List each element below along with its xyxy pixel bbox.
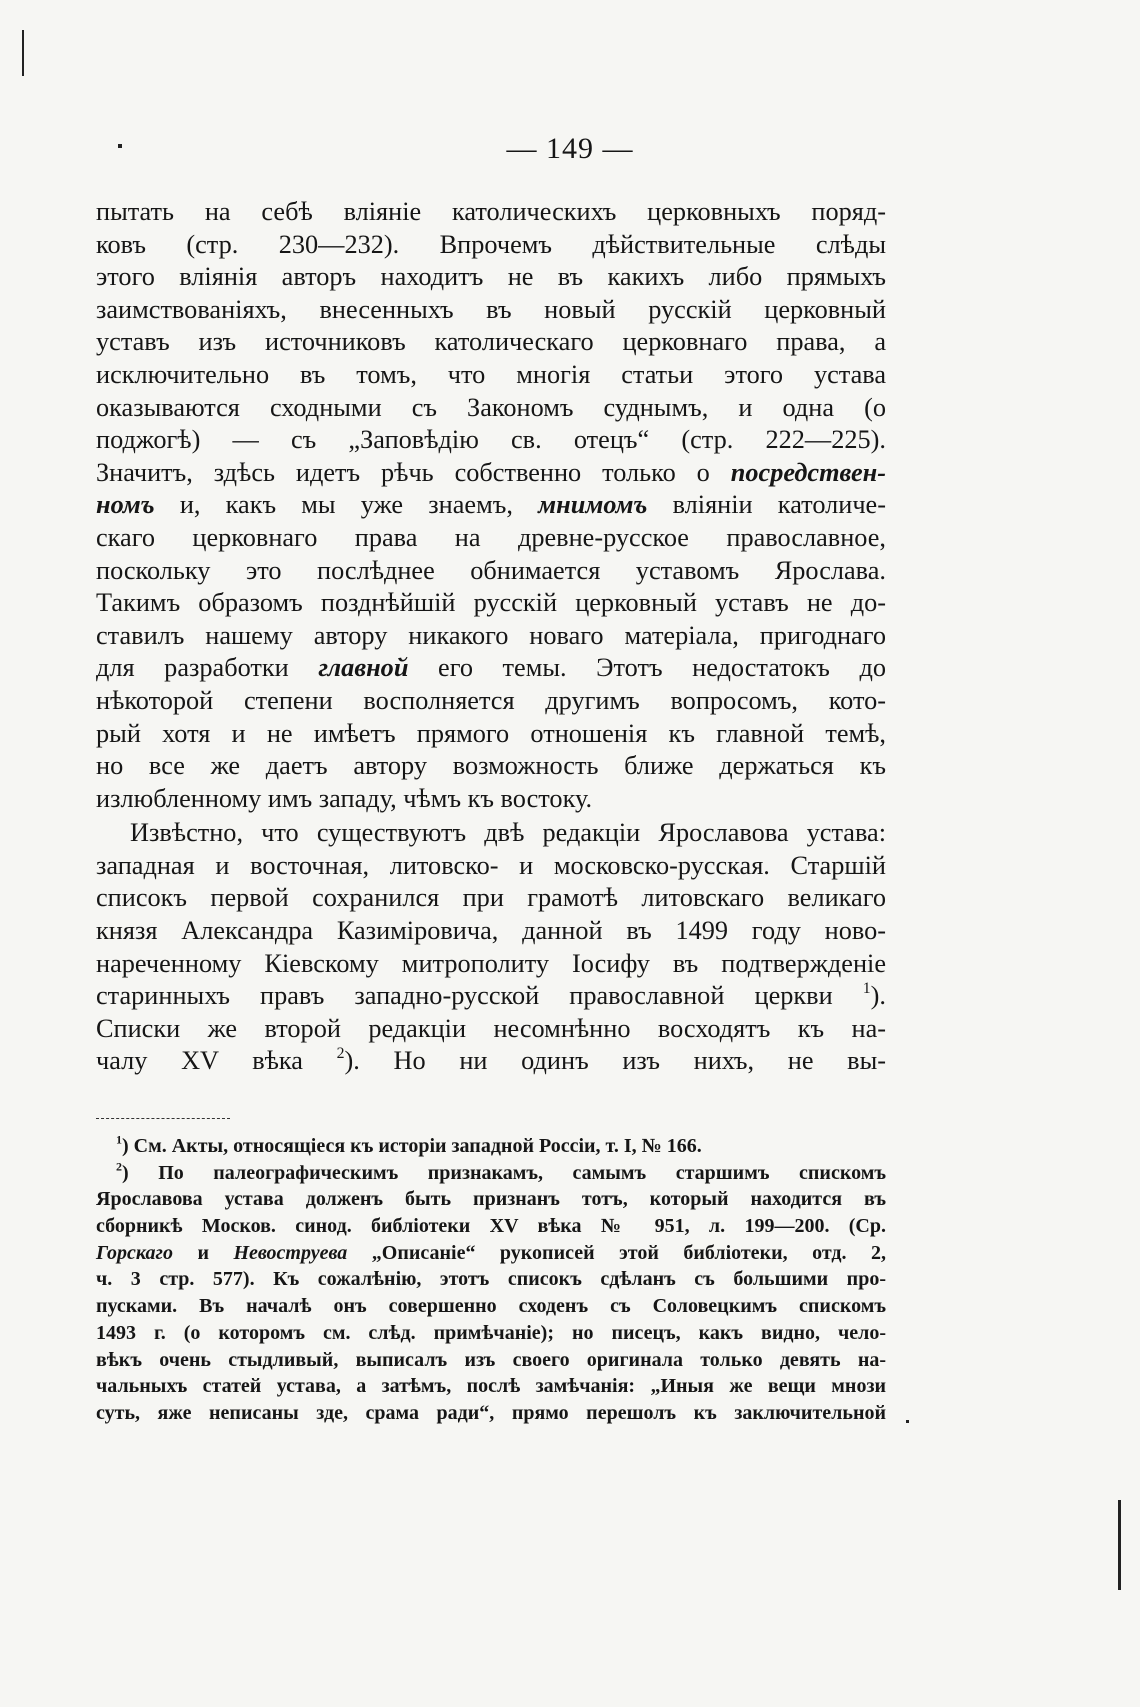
text-line: пытать на себѣ вліяніе католическихъ церковныхъ поряд- — [96, 197, 886, 226]
footnote-line: ч. 3 стр. 577). Къ сожалѣнію, этотъ списокъ сдѣланъ съ большими про- — [96, 1268, 886, 1291]
text-line: нѣкоторой степени восполняется другимъ вопросомъ, кото- — [96, 685, 886, 715]
text-line: излюбленному имъ западу, чѣмъ къ востоку. — [96, 783, 593, 813]
text-line: ковъ (стр. 230—232). Впрочемъ дѣйствительные слѣды — [96, 229, 886, 259]
footnote-line: 1493 г. (о которомъ см. слѣд. примѣчаніе); но писецъ, какъ видно, чело- — [96, 1321, 886, 1344]
scan-artifact — [906, 1420, 909, 1423]
footnote-ref[interactable]: 2 — [336, 1045, 345, 1063]
text-line: заимствованіяхъ, внесенныхъ въ новый русскій церковный — [96, 294, 886, 324]
text-line: рый хотя и не имѣетъ прямого отношенія къ главной темѣ, — [96, 718, 886, 748]
text-line — [96, 980, 886, 1013]
text-line: князя Александра Казиміровича, данной въ 1499 году ново- — [96, 916, 886, 946]
footnote-line: суть, яже неписаны зде, срама ради“, прямо перешолъ къ заключительной — [96, 1401, 886, 1424]
text-line: списокъ первой сохранился при грамотѣ литовскаго великаго — [96, 883, 886, 913]
footnote-ref[interactable]: 1 — [862, 980, 871, 998]
text-run: и, какъ мы уже знаемъ, — [154, 490, 539, 520]
italic-run: посредствен- — [730, 457, 886, 487]
footnote-text: ) По палеографическимъ признакамъ, самымъ старшимъ спискомъ — [122, 1161, 886, 1184]
footnote-2 — [96, 1160, 886, 1187]
text-line: этого вліянія авторъ находитъ не въ какихъ либо прямыхъ — [96, 262, 886, 292]
text-line — [96, 652, 886, 685]
text-run: ). — [870, 981, 886, 1011]
text-line: исключительно въ томъ, что многія статьи этого устава — [96, 359, 886, 389]
text-run: чалу XV вѣка — [96, 1046, 337, 1076]
scan-artifact — [118, 144, 122, 148]
text-line — [96, 489, 886, 522]
italic-run: номъ — [96, 490, 155, 520]
text-run: вліяніи католиче- — [647, 490, 886, 520]
text-line: Извѣстно, что существуютъ двѣ редакціи Ярославова устава: — [130, 818, 886, 848]
text-run: „Описаніе“ рукописей этой библіотеки, отд. 2, — [347, 1241, 886, 1264]
text-line: скаго церковнаго права на древне-русское православное, — [96, 522, 886, 552]
scan-artifact — [1118, 1500, 1121, 1590]
footnote-mark: 2 — [116, 1159, 122, 1174]
text-line — [96, 457, 886, 490]
italic-run: главной — [318, 653, 409, 683]
text-line: оказываются сходными съ Закономъ суднымъ, и одна (о — [96, 392, 886, 422]
footnote-line — [96, 1240, 886, 1267]
footnotes — [96, 1133, 886, 1427]
footnote-line: Ярославова устава долженъ быть признанъ тотъ, который находится въ — [96, 1188, 886, 1211]
footnote-mark: 1 — [116, 1132, 122, 1147]
footnote-line: пусками. Въ началѣ онъ совершенно сходенъ съ Соловецкимъ спискомъ — [96, 1295, 886, 1318]
text-run: и — [172, 1241, 234, 1264]
text-line: уставъ изъ источниковъ католическаго церковнаго права, а — [96, 327, 886, 357]
page-number: — 149 — — [506, 132, 634, 165]
italic-run: Невоструева — [233, 1241, 348, 1264]
text-line: поскольку это послѣднее обнимается уставомъ Ярослава. — [96, 555, 886, 585]
italic-run: мнимомъ — [538, 490, 648, 520]
footnote-line: чальныхъ статей устава, а затѣмъ, послѣ замѣчанія: „Иныя же вещи мнози — [96, 1375, 886, 1398]
scan-artifact — [22, 30, 24, 76]
text-line: поджогѣ) — съ „Заповѣдію св. отецъ“ (стр. 222—225). — [96, 425, 886, 455]
text-run: для разработки — [96, 653, 319, 683]
text-run: старинныхъ правъ западно-русской православной церкви — [96, 981, 863, 1011]
main-text — [96, 196, 886, 1078]
footnote-text: ) См. Акты, относящіеся къ исторіи западной Россіи, т. I, № 166. — [122, 1135, 702, 1157]
text-run: его темы. Этотъ недостатокъ до — [408, 653, 886, 683]
text-line: западная и восточная, литовско- и московско-русская. Старшій — [96, 850, 886, 880]
footnote-divider — [96, 1118, 230, 1119]
footnote-line: вѣкъ очень стыдливый, выписалъ изъ своего оригинала только девять на- — [96, 1348, 886, 1371]
text-run: ). Но ни одинъ изъ нихъ, не вы- — [344, 1046, 887, 1076]
text-line — [96, 1045, 886, 1078]
text-line: ставилъ нашему автору никакого новаго матеріала, пригоднаго — [96, 620, 886, 650]
footnote-1 — [96, 1133, 886, 1160]
text-run: Значитъ, здѣсь идетъ рѣчь собственно только о — [96, 457, 731, 487]
text-line: но все же даетъ автору возможность ближе держаться къ — [96, 751, 886, 781]
text-line: Такимъ образомъ позднѣйшій русскій церковный уставъ не до- — [96, 588, 886, 618]
italic-run: Горскаго — [96, 1241, 173, 1264]
text-line: Списки же второй редакціи несомнѣнно восходятъ къ на- — [96, 1013, 886, 1043]
text-line: нареченному Кіевскому митрополиту Іосифу въ подтвержденіе — [96, 948, 886, 978]
footnote-line: сборникѣ Москов. синод. библіотеки XV вѣка № 951, л. 199—200. (Ср. — [96, 1215, 886, 1238]
